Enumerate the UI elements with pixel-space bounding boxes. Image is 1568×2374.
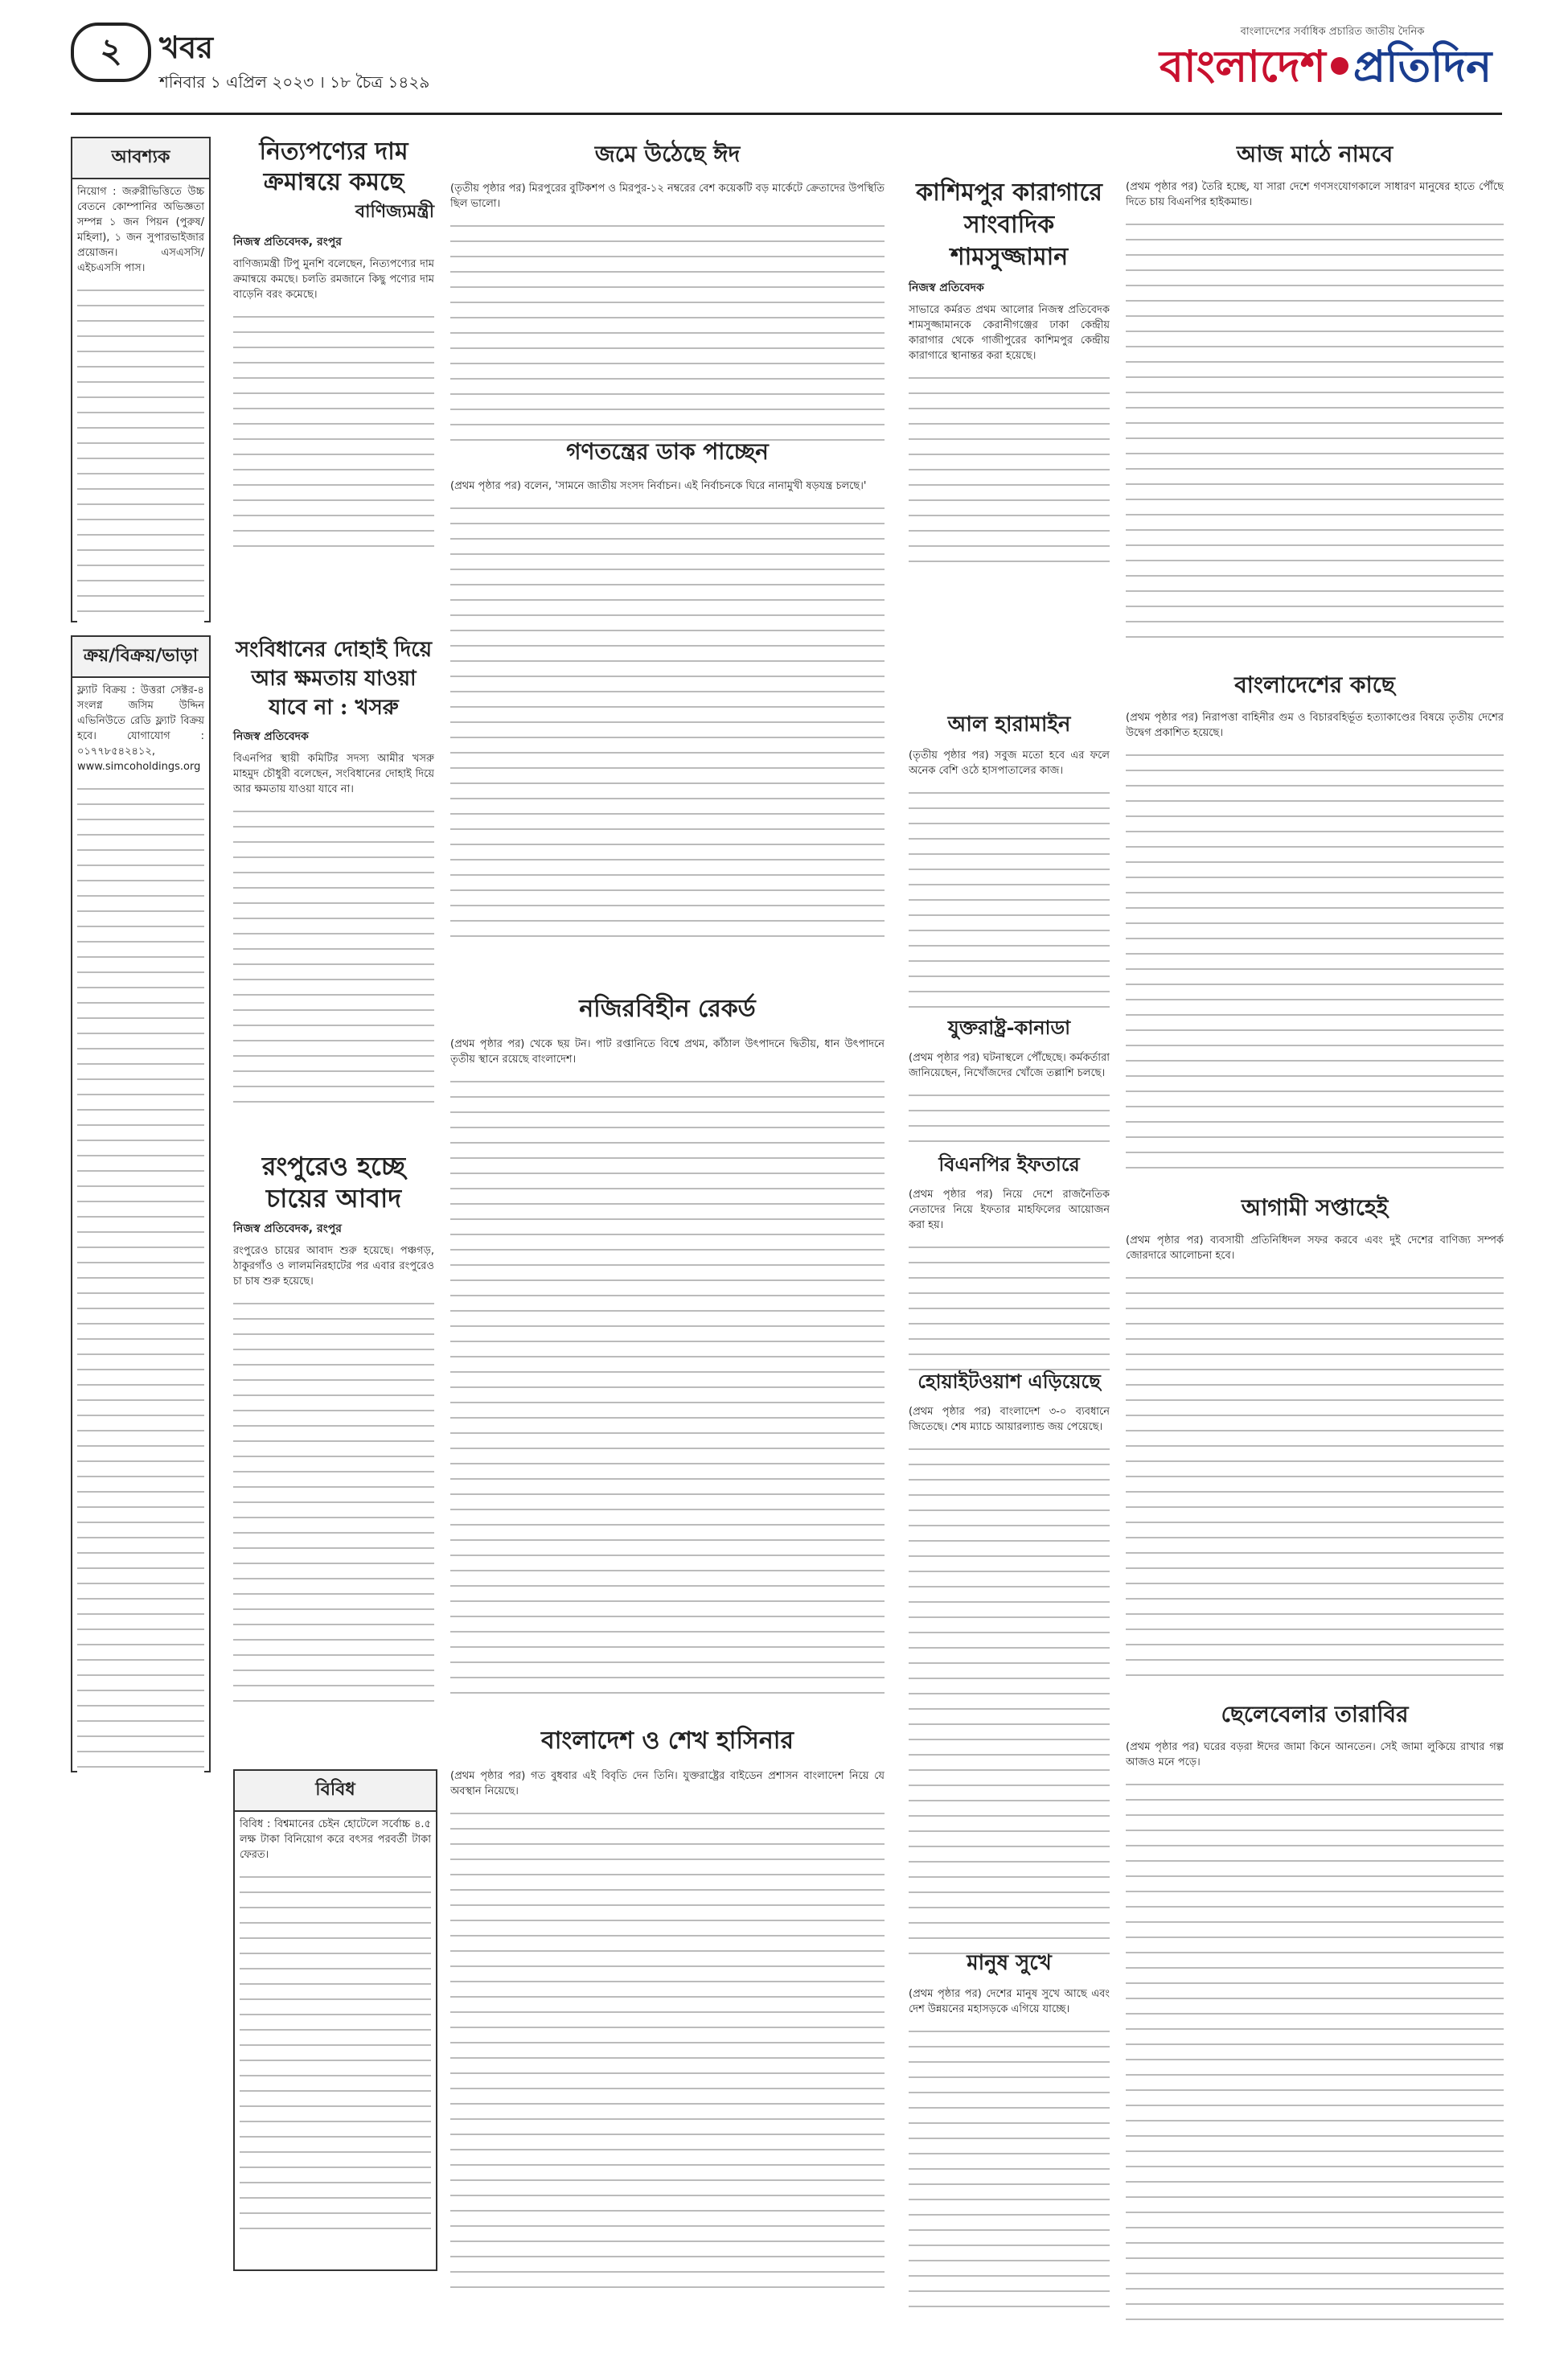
classified-text: ফ্ল্যাট বিক্রয় : উত্তরা সেক্টর-৪ সংলগ্ন জসিম উদ্দিন এভিনিউতে রেডি ফ্ল্যাট বিক্রয় হবে। যোগাযোগ : ০১৭৭৮৫৪২৪১২, www.simcoholdings.org	[72, 678, 209, 1773]
body-filler	[909, 370, 1110, 571]
masthead-word-b: প্রতিদিন	[1353, 40, 1492, 92]
page-number: ২	[71, 23, 151, 82]
headline: কাশিমপুর কারাগারে সাংবাদিক শামসুজ্জামান	[916, 179, 1102, 271]
article-prices	[233, 137, 434, 550]
headline: বাংলাদেশের কাছে	[1234, 672, 1395, 698]
article-body: বিএনপির স্থায়ী কমিটির সদস্য আমীর খসরু মাহমুদ চৌধুরী বলেছেন, সংবিধানের দোহাই দিয়ে আর ক্ষমতায় যাওয়া যাবে না।	[233, 751, 434, 1109]
body-filler	[909, 1239, 1110, 1384]
article-body: (প্রথম পৃষ্ঠার পর) নিয়ে দেশে রাজনৈতিক নেতাদের নিয়ে ইফতার মাহফিলের আয়োজন করা হয়।	[909, 1187, 1110, 1384]
classified-box-title: বিবিধ	[235, 1771, 436, 1812]
byline: নিজস্ব প্রতিবেদক	[909, 281, 984, 294]
body-filler	[909, 1441, 1110, 1956]
article-body: (প্রথম পৃষ্ঠার পর) দেশের মানুষ সুখে আছে এবং দেশ উন্নয়নের মহাসড়কে এগিয়ে যাচ্ছে।	[909, 1986, 1110, 2313]
article-haramain	[909, 708, 1110, 1010]
classified-box-jobs	[71, 137, 211, 622]
classified-filler	[77, 282, 204, 623]
body-filler	[233, 1296, 434, 1714]
body-filler	[450, 500, 885, 951]
dateline: শনিবার ১ এপ্রিল ২০২৩ । ১৮ চৈত্র ১৪২৯	[159, 72, 430, 92]
headline: বাংলাদেশ ও শেখ হাসিনার	[541, 1727, 794, 1755]
body-filler	[909, 2023, 1110, 2313]
article-journalist	[909, 177, 1110, 571]
body-filler	[233, 309, 434, 550]
article-tarabi	[1126, 1697, 1504, 2323]
byline: নিজস্ব প্রতিবেদক, রংপুর	[233, 236, 342, 248]
article-body: (প্রথম পৃষ্ঠার পর) খেকে ছয় টন। পাট রপ্তানিতে বিশ্বে প্রথম, কাঁঠাল উৎপাদনে দ্বিতীয়, ধান উৎপাদনে তৃতীয় স্থানে রয়েছে বাংলাদেশ।	[450, 1037, 885, 1701]
article-body: সাভারে কর্মরত প্রথম আলোর নিজস্ব প্রতিবেদক শামসুজ্জামানকে কেরানীগঞ্জের ঢাকা কেন্দ্রীয় কারাগার থেকে গাজীপুরের কাশিমপুর কেন্দ্রীয় কারাগারে স্থানান্তর করা হয়েছে।	[909, 302, 1110, 571]
headline: হোয়াইটওয়াশ এড়িয়েছে	[917, 1370, 1101, 1393]
article-whitewash	[909, 1367, 1110, 1956]
headline: নজিরবিহীন রেকর্ড	[579, 995, 756, 1023]
classified-filler	[240, 1869, 431, 2239]
article-body: (প্রথম পৃষ্ঠার পর) ঘরের বড়রা ঈদের জামা কিনে আনতেন। সেই জামা লুকিয়ে রাখার গল্প আজও মনে পড়ে।	[1126, 1739, 1504, 2323]
headline: আল হারামাইন	[947, 713, 1071, 737]
article-bangladesh	[1126, 667, 1504, 1181]
article-record	[450, 989, 885, 1701]
body-filler	[450, 1074, 885, 1701]
article-body: রংপুরেও চায়ের আবাদ শুরু হয়েছে। পঞ্চগড়, ঠাকুরগাঁও ও লালমনিরহাটের পর এবার রংপুরেও চা চাষ শুরু হয়েছে।	[233, 1243, 434, 1714]
article-body: (প্রথম পৃষ্ঠার পর) গত বুধবার এই বিবৃতি দেন তিনি। যুক্তরাষ্ট্রের বাইডেন প্রশাসন বাংলাদেশ নিয়ে যে অবস্থান নিয়েছে।	[450, 1768, 885, 2288]
classified-text: বিবিধ : বিশ্বমানের চেইন হোটেলে সর্বোচ্চ ৪.৫ লক্ষ টাকা বিনিয়োগ করে বৎসর পরবর্তী টাকা ফেরত।	[235, 1812, 436, 2272]
body-filler	[233, 803, 434, 1109]
headline: বিএনপির ইফতারে	[938, 1152, 1080, 1176]
body-filler	[909, 785, 1110, 1010]
body-filler	[1126, 1270, 1504, 1688]
masthead-dot-icon	[1331, 57, 1348, 75]
article-field	[1126, 137, 1504, 651]
body-filler	[909, 1087, 1110, 1144]
headline: আজ মাঠে নামবে	[1236, 141, 1394, 167]
headline: ছেলেবেলার তারাবির	[1221, 1701, 1409, 1727]
article-body: (তৃতীয় পৃষ্ঠার পর) মিরপুরের বুটিকশপ ও মিরপুর-১২ নম্বরের বেশ কয়েকটি বড় মার্কেটে ক্রেতাদের উপস্থিতি ছিল ভালো।	[450, 181, 885, 443]
section-title: খবর	[159, 30, 214, 65]
masthead-tagline: বাংলাদেশের সর্বাধিক প্রচারিত জাতীয় দৈনিক	[1240, 26, 1425, 38]
masthead	[1160, 24, 1505, 121]
headline: আগামী সপ্তাহেই	[1241, 1194, 1389, 1221]
article-hasina	[450, 1721, 885, 2288]
article-body: (তৃতীয় পৃষ্ঠার পর) সবুজ মতো হবে এর ফলে অনেক বেশি ওঠে হাসপাতালের কাজ।	[909, 748, 1110, 1010]
classified-text: নিয়োগ : জরুরীভিত্তিতে উচ্চ বেতনে কোম্পানির অভিজ্ঞতা সম্পন্ন ১ জন পিয়ন (পুরুষ/মহিলা), ১ জন সুপারভাইজার প্রয়োজন। এসএসসি/এইচএসসি পাস।	[72, 179, 209, 623]
article-happy	[909, 1946, 1110, 2313]
sub-headline: বাণিজ্যমন্ত্রী	[355, 201, 434, 222]
article-democracy	[450, 434, 885, 951]
article-body: (প্রথম পৃষ্ঠার পর) বাংলাদেশ ৩-০ ব্যবধানে জিতেছে। শেষ ম্যাচে আয়ারল্যান্ড জয় পেয়েছে।	[909, 1404, 1110, 1956]
headline: মানুষ সুখে	[967, 1951, 1052, 1975]
article-canada	[909, 1013, 1110, 1144]
headline: সংবিধানের দোহাই দিয়ে আর ক্ষমতায় যাওয়া যাবে না : খসরু	[235, 638, 433, 720]
classified-box-sales	[71, 635, 211, 1772]
article-body: (প্রথম পৃষ্ঠার পর) নিরাপত্তা বাহিনীর গুম ও বিচারবহির্ভূত হত্যাকাণ্ডের বিষয়ে তৃতীয় দেশের উদ্বেগ প্রকাশিত হয়েছে।	[1126, 710, 1504, 1181]
classified-box-misc	[233, 1769, 437, 2271]
masthead-word-a: বাংলাদেশ	[1160, 40, 1326, 92]
classified-filler	[77, 781, 204, 1773]
body-filler	[1126, 1776, 1504, 2323]
article-khasru	[233, 635, 434, 1109]
body-filler	[450, 218, 885, 443]
header-rule	[71, 113, 1502, 115]
article-body: (প্রথম পৃষ্ঠার পর) ব্যবসায়ী প্রতিনিধিদল সফর করবে এবং দুই দেশের বাণিজ্য সম্পর্ক জোরদারে আলোচনা হবে।	[1126, 1233, 1504, 1688]
headline: জমে উঠেছে ঈদ	[594, 141, 741, 167]
article-body: (প্রথম পৃষ্ঠার পর) তৈরি হচ্ছে, যা সারা দেশে গণসংযোগকালে সাধারণ মানুষের হাতে পৌঁছে দিতে চায় বিএনপির হাইকমান্ড।	[1126, 179, 1504, 651]
article-body: বাণিজ্যমন্ত্রী টিপু মুনশি বলেছেন, নিত্যপণ্যের দাম ক্রমান্বয়ে কমছে। চলতি রমজানে কিছু পণ্যের দাম বাড়েনি বরং কমেছে।	[233, 257, 434, 550]
body-filler	[1126, 216, 1504, 651]
article-iftar	[909, 1150, 1110, 1384]
byline: নিজস্ব প্রতিবেদক	[233, 730, 309, 743]
classified-box-title: আবশ্যক	[72, 138, 209, 179]
headline: যুক্তরাষ্ট্র-কানাডা	[947, 1016, 1071, 1039]
classified-box-title: ক্রয়/বিক্রয়/ভাড়া	[72, 637, 209, 678]
body-filler	[1126, 747, 1504, 1181]
masthead-logo	[1160, 40, 1505, 92]
article-next-week	[1126, 1190, 1504, 1688]
headline: রংপুরেও হচ্ছে চায়ের আবাদ	[261, 1151, 406, 1214]
article-tea	[233, 1150, 434, 1714]
body-filler	[450, 1805, 885, 2288]
article-body: (প্রথম পৃষ্ঠার পর) বলেন, 'সামনে জাতীয় সংসদ নির্বাচন। এই নির্বাচনকে ঘিরে নানামুখী ষড়যন্ত্র চলছে।'	[450, 478, 885, 951]
byline: নিজস্ব প্রতিবেদক, রংপুর	[233, 1222, 342, 1235]
article-eid	[450, 137, 885, 443]
headline: গণতন্ত্রের ডাক পাচ্ছেন	[566, 438, 769, 465]
article-body: (প্রথম পৃষ্ঠার পর) ঘটনাস্থলে পৌঁছেছে। কর্মকর্তারা জানিয়েছেন, নিখোঁজদের খোঁজে তল্লাশি চলছে।	[909, 1050, 1110, 1144]
headline: নিত্যপণ্যের দাম ক্রমান্বয়ে কমছে	[259, 138, 408, 196]
